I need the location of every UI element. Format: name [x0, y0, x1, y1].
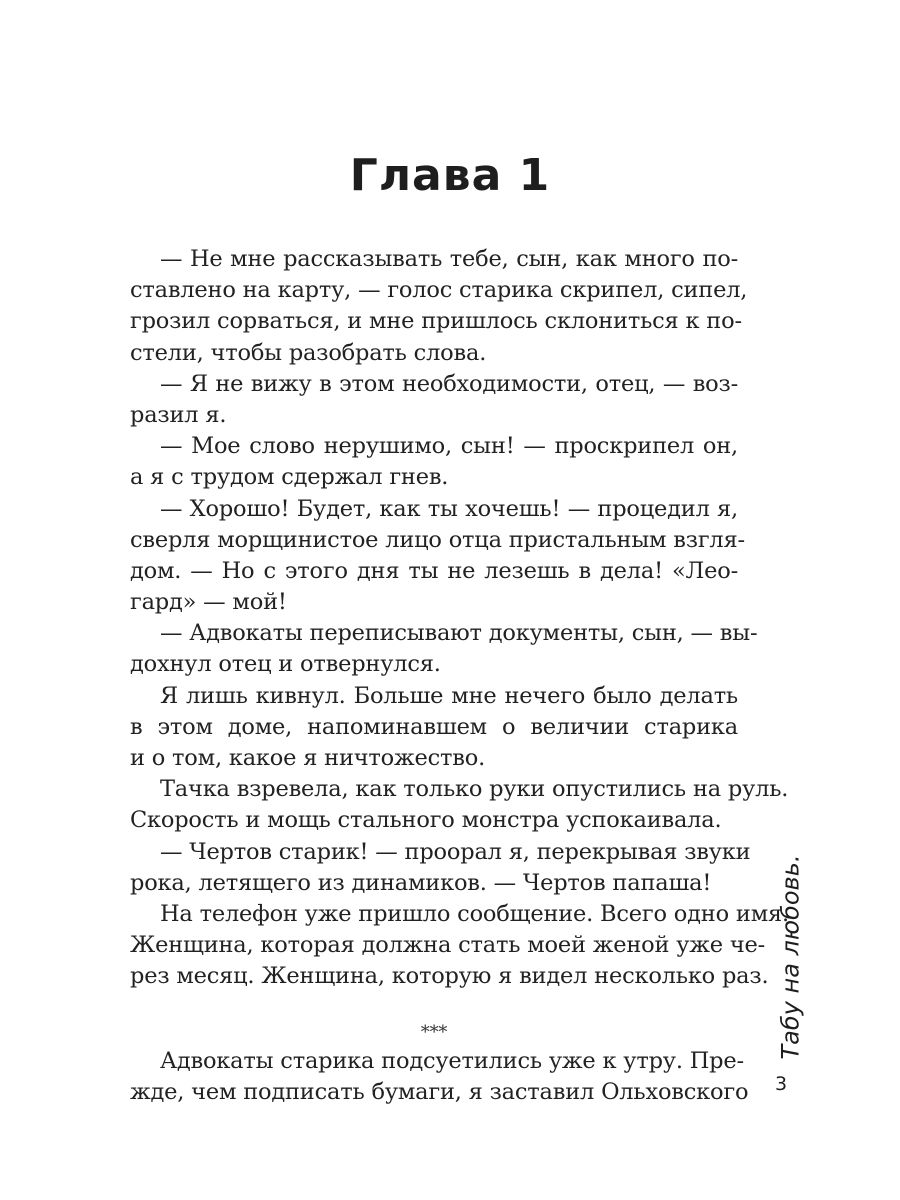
text-line: — Адвокаты переписывают документы, сын, — вы- — [160, 620, 758, 647]
section-gap — [130, 993, 738, 1009]
text-line: стели, чтобы разобрать слова. — [130, 339, 487, 366]
text-line: дохнул отец и отвернулся. — [130, 651, 441, 678]
text-line: — Я не вижу в этом необходимости, отец, — воз- — [160, 370, 738, 397]
text-line: Я лишь кивнул. Больше мне нечего было делать — [160, 682, 738, 709]
paragraph-block — [130, 1046, 749, 1108]
text-line: — Чертов старик! — проорал я, перекрывая звуки — [160, 838, 751, 865]
chapter-title: Глава 1 — [349, 150, 551, 201]
page-number: 3 — [774, 1073, 788, 1095]
text-line: ставлено на карту, — голос старика скрипел, сипел, — [130, 277, 748, 304]
text-line: Скорость и мощь стального монстра успокаивала. — [130, 807, 722, 834]
text-line: и о том, какое я ничтожество. — [130, 745, 486, 771]
text-line: На телефон уже пришло сообщение. Всего одно имя. — [160, 900, 789, 927]
text-line: сверля морщинистое лицо отца пристальным взгля- — [130, 526, 745, 553]
text-line: Тачка взревела, как только руки опустились на руль. — [160, 776, 789, 803]
text-line: жде, чем подписать бумаги, я заставил Ольховского — [130, 1078, 749, 1105]
text-line: грозил сорваться, и мне пришлось склониться к по- — [130, 308, 742, 335]
text-line: а я с трудом сдержал гнев. — [130, 464, 449, 491]
text-line: — Мое слово нерушимо, сын! — проскрипел он, — [160, 433, 738, 460]
body-text — [130, 244, 789, 1108]
book-title-vertical: Табу на любовь. — [776, 854, 805, 1060]
text-line: в этом доме, напоминавшем о величии старика — [130, 713, 738, 740]
text-line: Адвокаты старика подсуетились уже к утру. Пре- — [160, 1047, 744, 1074]
text-line: — Не мне рассказывать тебе, сын, как много по- — [160, 246, 738, 272]
paragraph-block — [130, 244, 789, 993]
text-line: гард» — мой! — [130, 589, 287, 616]
text-line: рез месяц. Женщина, которую я видел несколько раз. — [130, 963, 769, 990]
running-book-title — [762, 854, 818, 1060]
section-separator: *** — [420, 1021, 448, 1043]
text-line: рока, летящего из динамиков. — Чертов папаша! — [130, 869, 712, 896]
text-line: — Хорошо! Будет, как ты хочешь! — процедил я, — [160, 495, 738, 522]
text-line: разил я. — [130, 401, 227, 428]
text-line: Женщина, которая должна стать моей женой уже че- — [130, 932, 766, 959]
text-line: дом. — Но с этого дня ты не лезешь в дела! «Лео- — [130, 557, 738, 584]
